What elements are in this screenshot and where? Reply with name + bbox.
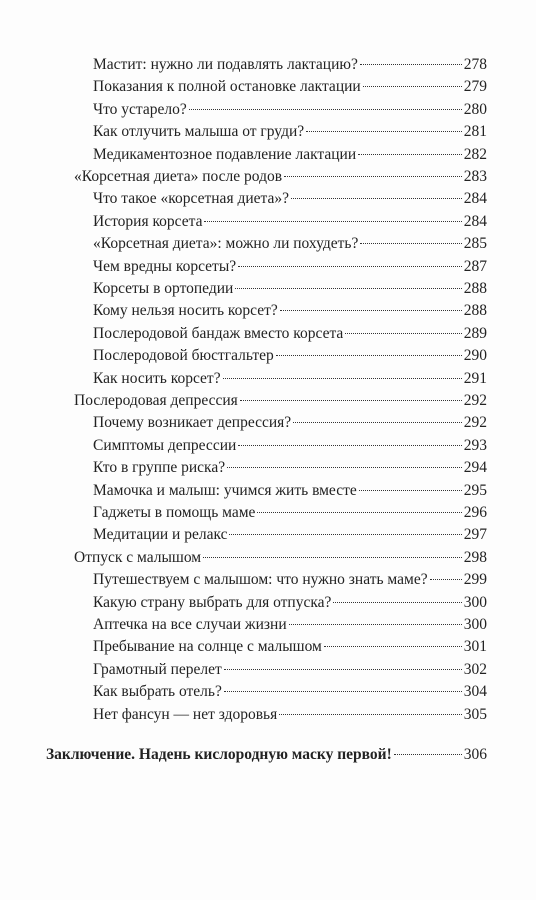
dot-leader (238, 445, 461, 446)
toc-entry-page-number: 298 (463, 548, 487, 566)
toc-entry-page-number: 295 (463, 481, 487, 499)
toc-entry-title: Заключение. Надень кислородную маску первой! (46, 746, 392, 763)
dot-leader (224, 669, 462, 670)
toc-subsection-row (93, 412, 487, 434)
toc-entry-title: Что устарело? (93, 100, 187, 118)
toc-subsection-row (93, 188, 487, 210)
dot-leader (324, 646, 462, 647)
toc-conclusion-row (46, 744, 487, 766)
toc-entry-page-number: 282 (463, 145, 487, 163)
toc-entry-title: Отпуск с малышом (74, 548, 202, 566)
toc-entry-title: Аптечка на все случаи жизни (93, 616, 287, 633)
toc-entry-page-number: 294 (463, 459, 487, 477)
toc-entry-title: Нет фансун — нет здоровья (93, 705, 278, 723)
dot-leader (360, 64, 462, 65)
dot-leader (394, 754, 462, 755)
toc-entry-page-number: 305 (463, 705, 487, 723)
dot-leader (430, 579, 462, 580)
toc-entry-title: Пребывание на солнце с малышом (93, 638, 322, 656)
toc-entry-page-number: 283 (463, 168, 487, 185)
toc-section-row (74, 166, 487, 188)
toc-entry-title: История корсета (93, 212, 203, 230)
toc-entry-page-number: 291 (463, 369, 487, 387)
dot-leader (291, 198, 462, 199)
toc-entry-title: «Корсетная диета» после родов (74, 168, 283, 185)
toc-entry-title: Послеродовой бандаж вместо корсета (93, 324, 344, 342)
toc-entry-page-number: 292 (463, 414, 487, 432)
toc-subsection-row (93, 569, 487, 591)
toc-subsection-row (93, 278, 487, 300)
toc-entry-page-number: 304 (463, 683, 487, 701)
toc-subsection-row (93, 457, 487, 479)
toc-entry-title: Чем вредны корсеты? (93, 257, 237, 275)
toc-entry-title: Симптомы депрессии (93, 436, 237, 454)
toc-entry-page-number: 287 (463, 257, 487, 275)
dot-leader (284, 176, 462, 177)
toc-entry-page-number: 300 (463, 616, 487, 633)
dot-leader (276, 355, 462, 356)
toc-entry-title: Какую страну выбрать для отпуска? (93, 593, 332, 611)
dot-leader (363, 86, 462, 87)
dot-leader (235, 288, 461, 289)
toc-entry-title: Показания к полной остановке лактации (93, 78, 361, 96)
toc-entry-title: Как выбрать отель? (93, 683, 222, 701)
dot-leader (306, 131, 462, 132)
toc-entry-page-number: 278 (463, 56, 487, 73)
toc-entry-title: Послеродовая депрессия (74, 392, 238, 409)
toc-entry-title: Гаджеты в помощь маме (93, 504, 256, 521)
toc-subsection-row (93, 368, 487, 390)
toc-entry-title: Корсеты в ортопедии (93, 280, 234, 297)
toc-entry-page-number: 281 (463, 123, 487, 141)
toc-entry-title: Как отлучить малыша от груди? (93, 123, 305, 141)
toc-subsection-row (93, 345, 487, 367)
toc-entry-title: «Корсетная диета»: можно ли похудеть? (93, 235, 359, 253)
toc-entry-page-number: 296 (463, 504, 487, 521)
toc-subsection-row (93, 256, 487, 278)
toc-entry-page-number: 279 (463, 78, 487, 96)
toc-entry-page-number: 299 (463, 571, 487, 589)
toc-entry-page-number: 289 (463, 324, 487, 342)
dot-leader (359, 490, 462, 491)
toc-entry-page-number: 301 (463, 638, 487, 656)
toc-subsection-row (93, 681, 487, 703)
toc-subsection-row (93, 502, 487, 524)
toc-subsection-row (93, 121, 487, 143)
dot-leader (279, 714, 462, 715)
toc-entry-title: Путешествуем с малышом: что нужно знать маме? (93, 571, 428, 589)
dot-leader (360, 243, 461, 244)
toc-entry-page-number: 285 (463, 235, 487, 253)
toc-subsection-row (93, 76, 487, 98)
dot-leader (203, 557, 462, 558)
toc-subsection-row (93, 323, 487, 345)
dot-leader (289, 624, 462, 625)
toc-entry-page-number: 302 (463, 660, 487, 678)
dot-leader (229, 534, 461, 535)
toc-entry-page-number: 284 (463, 212, 487, 230)
toc-entry-title: Как носить корсет? (93, 369, 221, 387)
toc-entry-page-number: 288 (463, 280, 487, 297)
dot-leader (224, 691, 462, 692)
dot-leader (257, 512, 461, 513)
toc-subsection-row (93, 704, 487, 726)
toc-subsection-row (93, 54, 487, 76)
toc-section-row (74, 390, 487, 412)
dot-leader (238, 266, 462, 267)
toc-entry-title: Медикаментозное подавление лактации (93, 145, 357, 163)
dot-leader (189, 109, 462, 110)
dot-leader (204, 221, 461, 222)
toc-subsection-row (93, 300, 487, 322)
dot-leader (333, 602, 461, 603)
dot-leader (345, 333, 461, 334)
dot-leader (240, 400, 462, 401)
toc-entry-title: Кому нельзя носить корсет? (93, 302, 278, 320)
toc-subsection-row (93, 435, 487, 457)
toc-subsection-row (93, 233, 487, 255)
dot-leader (293, 422, 462, 423)
toc-subsection-row (93, 480, 487, 502)
toc-entry-title: Что такое «корсетная диета»? (93, 190, 289, 208)
toc-entry-title: Кто в группе риска? (93, 459, 226, 477)
toc-subsection-row (93, 659, 487, 681)
toc-subsection-row (93, 636, 487, 658)
toc-entry-page-number: 292 (463, 392, 487, 409)
toc-subsection-row (93, 211, 487, 233)
toc-entry-page-number: 297 (463, 526, 487, 544)
toc-section-row (74, 547, 487, 569)
toc-entry-page-number: 288 (463, 302, 487, 320)
toc-entry-page-number: 290 (463, 347, 487, 365)
toc-entry-title: Почему возникает депрессия? (93, 414, 292, 432)
toc-entry-title: Послеродовой бюстгальтер (93, 347, 274, 365)
toc-subsection-row (93, 524, 487, 546)
toc-entry-page-number: 293 (463, 436, 487, 454)
toc-subsection-row (93, 614, 487, 636)
toc-entry-page-number: 306 (463, 746, 487, 763)
toc-entry-title: Мамочка и малыш: учимся жить вместе (93, 481, 357, 499)
toc-entry-page-number: 284 (463, 190, 487, 208)
toc-entry-title: Грамотный перелет (93, 660, 222, 678)
dot-leader (358, 154, 462, 155)
dot-leader (223, 378, 462, 379)
toc-entry-page-number: 300 (463, 593, 487, 611)
toc-entry-title: Мастит: нужно ли подавлять лактацию? (93, 56, 358, 73)
dot-leader (280, 310, 462, 311)
toc-subsection-row (93, 592, 487, 614)
dot-leader (227, 467, 462, 468)
toc-subsection-row (93, 144, 487, 166)
toc-subsection-row (93, 99, 487, 121)
toc-entry-title: Медитации и релакс (93, 526, 228, 544)
toc-entry-page-number: 280 (463, 100, 487, 118)
